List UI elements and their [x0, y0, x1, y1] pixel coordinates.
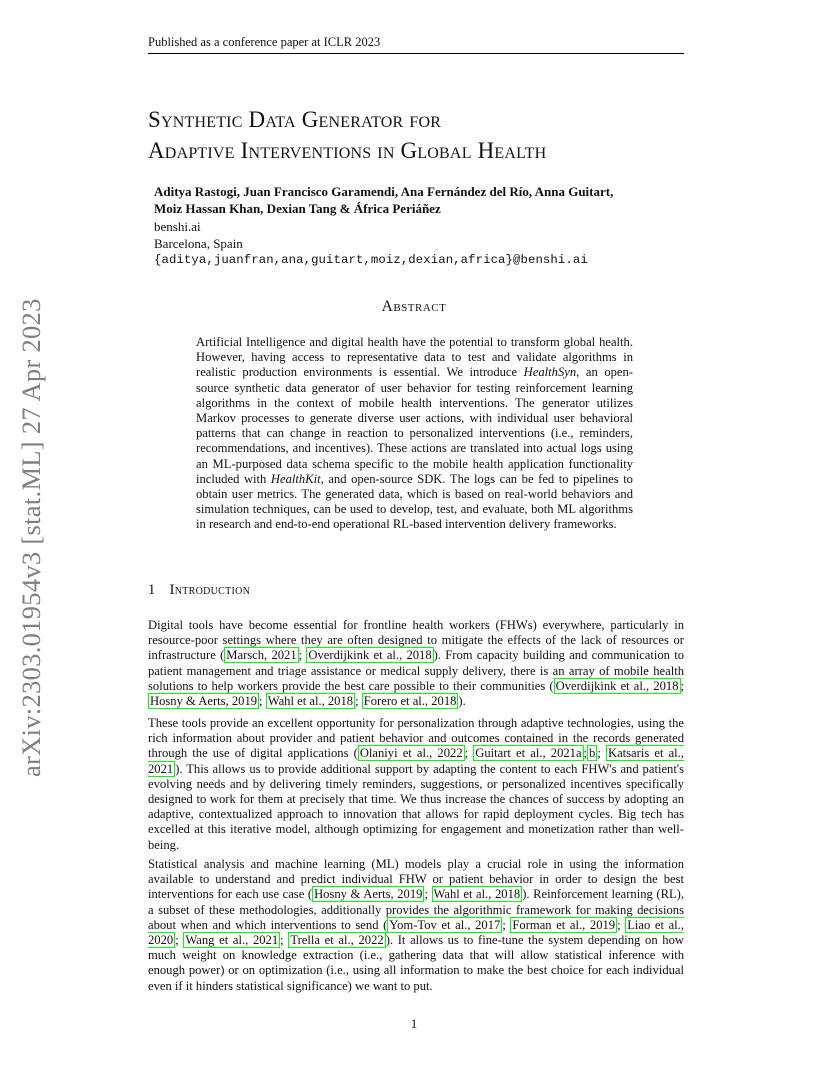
body-text: These tools provide an excellent opportunity for personalization through adaptive technologies, using the rich information about provider and patient behavior and outcomes contained in the records generated through the use of digital applications ( — [148, 716, 684, 761]
running-head: Published as a conference paper at ICLR 2023 — [148, 35, 381, 49]
citation-link[interactable]: Wang et al., 2021 — [185, 933, 279, 948]
citation-link[interactable]: Forman et al., 2019 — [512, 917, 616, 932]
body-text: Statistical analysis and machine learning (ML) models play a crucial role in using the information available to understand and predict individual FHW or patient behavior in order to design the best interventions for each use case ( — [148, 857, 684, 902]
citation-link[interactable]: Forero et al., 2018 — [363, 694, 457, 709]
citation-link[interactable]: Guitart et al., 2021a — [475, 746, 582, 761]
body-text: ). This allows us to provide additional support by adapting the content to each FHW's and patient's evolving needs and by delivering timely reminders, suggestions, or personalized incentives specifically designed to work for them at precisely that time. We thus increase the chances of success by adopting an adaptive, contextualized approach to innovation that allows for rapid deployment cycles. Big tech has excelled at this iterative model, although optimizing for engagement and monetization rather than well-being. — [148, 761, 684, 852]
citation-link[interactable]: Hosny & Aerts, 2019 — [314, 887, 423, 902]
section-title: Introduction — [169, 582, 251, 598]
body-text: Digital tools have become essential for frontline health workers (FHWs) everywhere, particularly in resource-poor settings where they are often designed to mitigate the effects of the lack of resources or infrastructure ( — [148, 618, 684, 663]
citation-link[interactable]: b — [589, 746, 596, 761]
abstract-text: , and open-source SDK. The logs can be fed to pipelines to obtain user metrics. The generated data, which is based on real-world behaviors and simulation techniques, can be used to develop, test, and evaluate, both ML algorithms in research and end-to-end operational RL-based intervention delivery frameworks. — [196, 471, 633, 532]
body-text: ; — [680, 678, 685, 693]
citation-link[interactable]: Marsch, 2021 — [226, 648, 297, 663]
body-text: ; — [280, 933, 289, 948]
citation-link[interactable]: Overdijkink et al., 2018 — [308, 648, 432, 663]
body-text: ; — [298, 648, 307, 663]
body-text: ; — [502, 917, 511, 932]
location: Barcelona, Spain — [154, 235, 243, 251]
abstract-emphasis: HealthKit — [270, 471, 321, 486]
abstract-emphasis: HealthSyn — [523, 365, 577, 380]
arxiv-side-stamp: arXiv:2303.01954v3 [stat.ML] 27 Apr 2023 — [16, 298, 46, 777]
section-heading-introduction — [148, 582, 250, 599]
abstract-heading: Abstract — [381, 298, 447, 315]
authors-line-1: Aditya Rastogi, Juan Francisco Garamendi, Ana Fernández del Río, Anna Guitart, — [154, 184, 614, 199]
abstract-text: Artificial Intelligence and digital health have the potential to transform global health. However, having access to representative data to test and validate algorithms in realistic production environments is essential. We introduce — [196, 335, 633, 380]
body-text: ; — [175, 933, 184, 948]
body-text: ; — [424, 887, 432, 902]
abstract-text: , an open-source synthetic data generator of user behavior for testing reinforcement learning algorithms in the context of mobile health interventions. The generator utilizes Markov processes to generate diverse user actions, with individual user behavioral patterns that can change in reaction to personalized interventions (i.e., reminders, recommendations, and incentives). These actions are translated into actual logs using an ML-purposed data schema specific to the mobile health application functionality included with — [196, 365, 633, 486]
body-text: ). — [458, 694, 466, 709]
page-number: 1 — [410, 1016, 418, 1031]
paper-title — [148, 104, 708, 166]
citation-link[interactable]: Olaniyi et al., 2022 — [359, 746, 463, 761]
paragraph-1 — [148, 618, 684, 709]
abstract-body — [196, 335, 633, 533]
authors-line-2: Moiz Hassan Khan, Dexian Tang & África Periáñez — [154, 201, 441, 216]
body-text: ; — [355, 694, 362, 709]
body-text: ). Reinforcement learning (RL), a subset of these methodologies, additionally provides the algorithmic framework for making decisions about when and which interventions to send ( — [148, 887, 685, 932]
author-list — [154, 183, 674, 217]
citation-link[interactable]: Wahl et al., 2018 — [433, 887, 521, 902]
body-text: ; — [259, 694, 266, 709]
header-rule — [148, 53, 684, 54]
section-number: 1 — [148, 582, 156, 598]
body-text: ). From capacity building and communication to patient management and triage assistance or medical supply delivery, there is an array of mobile health solutions to help workers provide the best care possible to their communities ( — [148, 648, 685, 693]
affiliation-block — [154, 219, 588, 269]
citation-link[interactable]: Overdijkink et al., 2018 — [555, 678, 679, 693]
body-text: ; — [617, 917, 626, 932]
affiliation: benshi.ai — [154, 219, 201, 234]
citation-link[interactable]: Hosny & Aerts, 2019 — [150, 694, 258, 709]
title-line-2: Adaptive Interventions in Global Health — [148, 138, 547, 163]
title-line-1: Synthetic Data Generator for — [148, 107, 442, 132]
paragraph-2 — [148, 716, 684, 853]
body-text: ). It allows us to fine-tune the system depending on how much weight on knowledge extraction (i.e., gathering data that will allow statistical inference with enough power) or on optimization (i.e., using all information to make the best choice for each individual even if it hinders statistical significance) we want to put. — [148, 933, 684, 993]
citation-link[interactable]: Yom-Tov et al., 2017 — [389, 917, 501, 932]
body-text: ; — [583, 746, 588, 761]
citation-link[interactable]: Wahl et al., 2018 — [267, 694, 354, 709]
citation-link[interactable]: Liao et al., 2020 — [148, 917, 684, 948]
body-text: ; — [597, 746, 606, 761]
citation-link[interactable]: Trella et al., 2022 — [290, 933, 384, 948]
paragraph-3 — [148, 857, 684, 994]
citation-link[interactable]: Katsaris et al., 2021 — [148, 746, 684, 776]
body-text: ; — [464, 746, 474, 761]
email-line: {aditya,juanfran,ana,guitart,moiz,dexian,africa}@benshi.ai — [154, 253, 588, 267]
